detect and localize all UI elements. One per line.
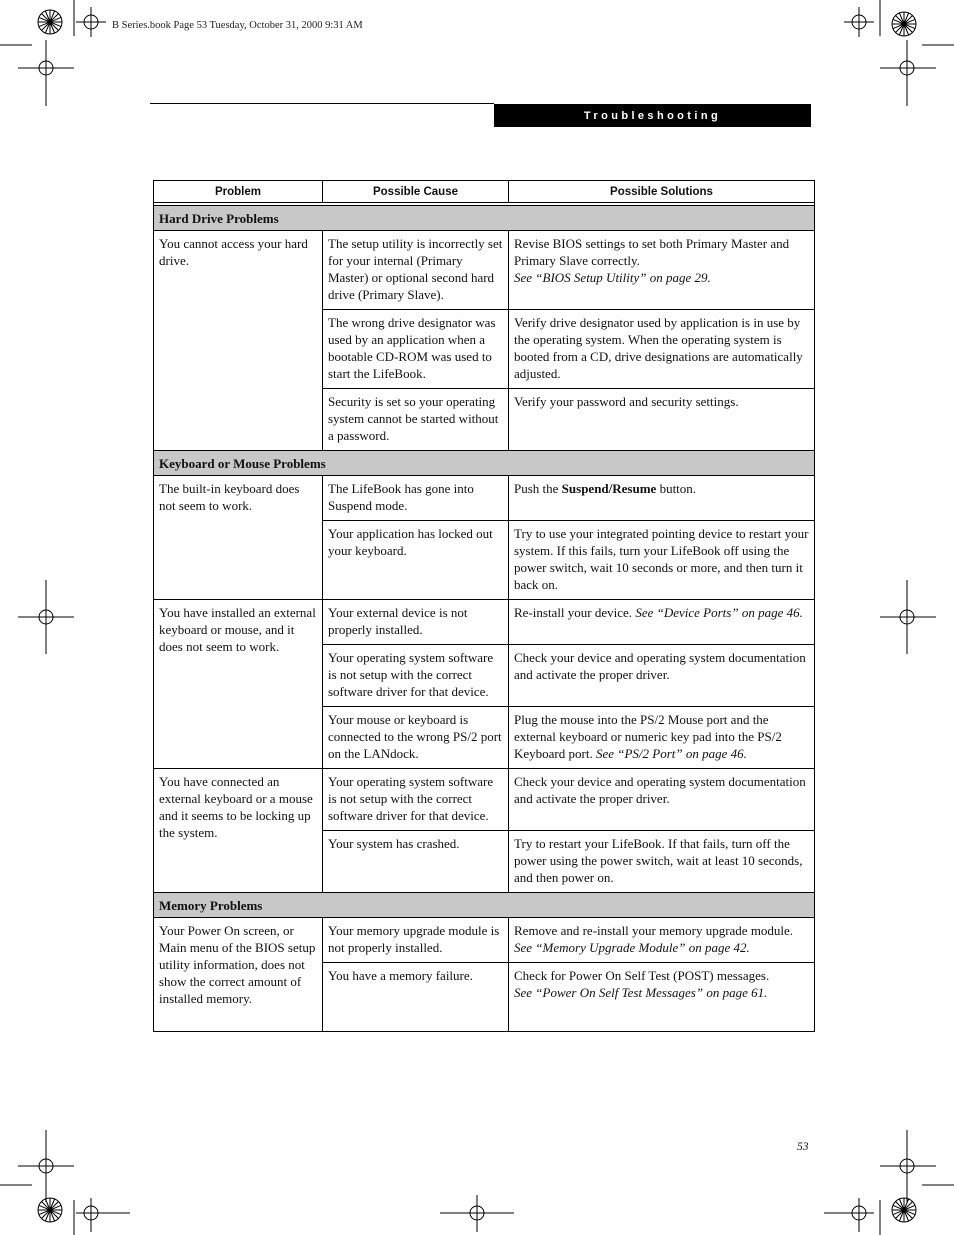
cause-cell: Your operating system software is not setup with the correct software driver for that device. <box>323 645 509 707</box>
section-title: Keyboard or Mouse Problems <box>154 451 815 476</box>
table-row <box>154 231 815 310</box>
header-rule <box>150 103 494 104</box>
registration-mark-bottom-left <box>76 1198 130 1232</box>
solution-cell: Try to restart your LifeBook. If that fails, turn off the power using the power switch, wait at least 10 seconds, and then power on. <box>509 831 815 893</box>
registration-mark-left-upper <box>18 40 74 106</box>
solution-cell: Re-install your device. See “Device Ports” on page 46. <box>509 600 815 645</box>
table-header-row <box>154 181 815 203</box>
table-row <box>154 918 815 963</box>
solution-cell: Verify your password and security settings. <box>509 389 815 451</box>
cause-cell: The setup utility is incorrectly set for your internal (Primary Master) or optional second hard drive (Primary Slave). <box>323 231 509 310</box>
section-row-hard-drive <box>154 206 815 231</box>
column-header-solutions: Possible Solutions <box>509 181 815 203</box>
cross-reference: See “BIOS Setup Utility” on page 29. <box>514 270 711 285</box>
cross-reference: See “Device Ports” on page 46. <box>635 605 803 620</box>
troubleshooting-table <box>153 180 815 1032</box>
solution-cell: Check your device and operating system documentation and activate the proper driver. <box>509 769 815 831</box>
table-row <box>154 476 815 521</box>
solution-cell: Push the Suspend/Resume button. <box>509 476 815 521</box>
suspend-resume-button-label: Suspend/Resume <box>561 481 657 496</box>
problem-cell: The built-in keyboard does not seem to work. <box>154 476 323 600</box>
section-title: Memory Problems <box>154 893 815 918</box>
registration-mark-bottom-center <box>440 1195 514 1232</box>
section-row-memory <box>154 893 815 918</box>
problem-cell: Your Power On screen, or Main menu of the BIOS setup utility information, does not show the correct amount of installed memory. <box>154 918 323 1032</box>
registration-mark-right-lower <box>880 1130 936 1202</box>
cross-reference: See “Memory Upgrade Module” on page 42. <box>514 940 750 955</box>
solution-cell: Verify drive designator used by application is in use by the operating system. When the operating system is booted from a CD, drive designations are automatically adjusted. <box>509 310 815 389</box>
registration-mark-top-right <box>844 7 874 37</box>
cause-cell: Your memory upgrade module is not properly installed. <box>323 918 509 963</box>
solution-cell: Remove and re-install your memory upgrade module. See “Memory Upgrade Module” on page 42. <box>509 918 815 963</box>
cause-cell: Your external device is not properly installed. <box>323 600 509 645</box>
cause-cell: Your system has crashed. <box>323 831 509 893</box>
table-row <box>154 600 815 645</box>
star-target-bottom-left <box>38 1198 62 1222</box>
cross-reference: See “Power On Self Test Messages” on page 61. <box>514 985 768 1000</box>
column-header-cause: Possible Cause <box>323 181 509 203</box>
problem-cell: You have installed an external keyboard or mouse, and it does not seem to work. <box>154 600 323 769</box>
solution-cell: Revise BIOS settings to set both Primary Master and Primary Slave correctly. See “BIOS Setup Utility” on page 29. <box>509 231 815 310</box>
cause-cell: Security is set so your operating system cannot be started without a password. <box>323 389 509 451</box>
solution-cell: Check your device and operating system documentation and activate the proper driver. <box>509 645 815 707</box>
solution-cell: Try to use your integrated pointing device to restart your system. If this fails, turn your LifeBook off using the power switch, wait 10 seconds or more, and then turn it back on. <box>509 521 815 600</box>
cause-cell: You have a memory failure. <box>323 963 509 1032</box>
star-target-bottom-right <box>892 1198 916 1222</box>
star-target-top-left <box>38 10 62 34</box>
running-header: Troubleshooting <box>494 104 811 127</box>
section-row-keyboard-mouse <box>154 451 815 476</box>
cause-cell: Your operating system software is not setup with the correct software driver for that device. <box>323 769 509 831</box>
section-title: Hard Drive Problems <box>154 206 815 231</box>
print-slug-line: B Series.book Page 53 Tuesday, October 31, 2000 9:31 AM <box>112 20 363 31</box>
solution-cell: Check for Power On Self Test (POST) messages. See “Power On Self Test Messages” on page 61. <box>509 963 815 1032</box>
cause-cell: Your mouse or keyboard is connected to the wrong PS/2 port on the LANdock. <box>323 707 509 769</box>
registration-mark-bottom-right <box>824 1198 874 1232</box>
registration-mark-left-lower <box>18 1130 74 1202</box>
cause-cell: The LifeBook has gone into Suspend mode. <box>323 476 509 521</box>
star-target-top-right <box>892 12 916 36</box>
registration-mark-right-upper <box>880 40 936 106</box>
cross-reference: See “PS/2 Port” on page 46. <box>595 746 747 761</box>
table-row <box>154 769 815 831</box>
problem-cell: You cannot access your hard drive. <box>154 231 323 451</box>
registration-mark-right-middle <box>880 580 936 654</box>
problem-cell: You have connected an external keyboard or a mouse and it seems to be locking up the system. <box>154 769 323 893</box>
registration-mark-left-middle <box>18 580 74 654</box>
column-header-problem: Problem <box>154 181 323 203</box>
cause-cell: The wrong drive designator was used by an application when a bootable CD-ROM was used to start the LifeBook. <box>323 310 509 389</box>
cause-cell: Your application has locked out your keyboard. <box>323 521 509 600</box>
page-number: 53 <box>797 1141 809 1153</box>
registration-mark-top-left <box>76 7 106 37</box>
solution-cell: Plug the mouse into the PS/2 Mouse port and the external keyboard or numeric key pad into the PS/2 Keyboard port. See “PS/2 Port” on page 46. <box>509 707 815 769</box>
